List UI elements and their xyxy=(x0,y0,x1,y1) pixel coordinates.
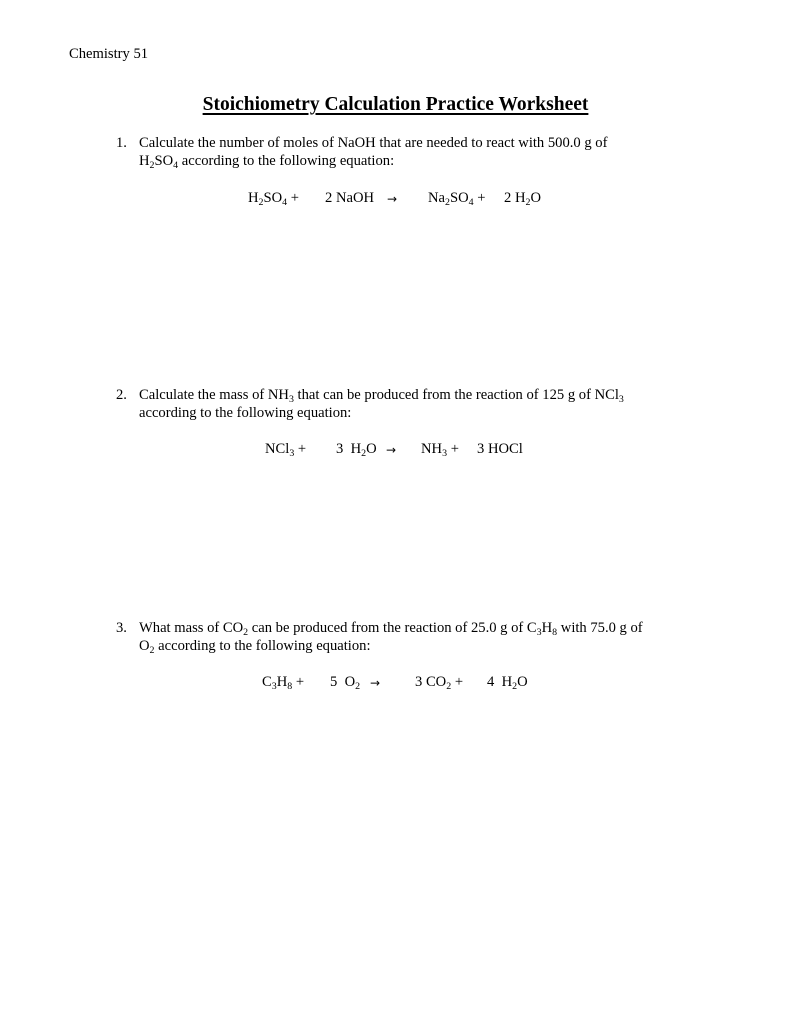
question-text-line-2 xyxy=(139,153,394,170)
text-segment: What mass of CO xyxy=(139,620,244,636)
text-segment: that can be produced from the reaction of 125 g of NCl xyxy=(293,387,619,403)
subscript: 3 xyxy=(618,393,624,405)
text-segment: can be produced from the reaction of 25.0 g of C xyxy=(248,620,537,636)
question-number: 1. xyxy=(116,135,127,151)
equation-reactant-2: 5 $O_2$ xyxy=(330,674,361,692)
text-segment: H xyxy=(139,153,150,169)
equation-product-1: 3 $CO_2$ + xyxy=(415,674,464,692)
reaction-arrow-icon: → xyxy=(386,443,397,457)
text-segment: SO xyxy=(154,153,174,169)
question-text-line-1 xyxy=(139,620,643,637)
text-segment: according to the following equation: xyxy=(178,153,395,169)
text-segment: O xyxy=(139,638,150,654)
subscript: 2 xyxy=(149,159,155,171)
text-segment: according to the following equation: xyxy=(139,405,352,421)
equation-reactant-1: $C_3H_8$ + xyxy=(262,674,305,692)
equation-product-1: $Na_2SO_4$ + xyxy=(428,190,486,208)
equation-reactant-2: 2 NaOH xyxy=(325,190,375,206)
subscript: 2 xyxy=(149,644,155,656)
question-text-line-2 xyxy=(139,638,371,655)
text-segment: according to the following equation: xyxy=(154,638,371,654)
text-segment: with 75.0 g of xyxy=(557,620,643,636)
text-segment: Calculate the number of moles of NaOH that are needed to react with 500.0 g of xyxy=(139,135,608,151)
subscript: 4 xyxy=(173,159,179,171)
subscript: 3 xyxy=(536,626,542,638)
worksheet-title: Stoichiometry Calculation Practice Worksheet xyxy=(202,94,589,115)
equation-reactant-1: NCl$_3$ + xyxy=(265,441,307,459)
text-segment: H xyxy=(541,620,553,636)
equation-product-2: 4 $H_2O$ xyxy=(487,674,528,692)
text-segment: Calculate the mass of NH xyxy=(139,387,289,403)
question-text-line-1 xyxy=(139,387,624,404)
question-number: 2. xyxy=(116,387,127,403)
question-text-line-1 xyxy=(139,135,607,152)
question-text-line-2 xyxy=(139,405,351,422)
reaction-arrow-icon: → xyxy=(387,192,398,206)
equation-reactant-2: 3 $H_2O$ xyxy=(336,441,377,459)
subscript: 2 xyxy=(243,626,249,638)
equation-product-2: 2 $H_2O$ xyxy=(504,190,541,208)
subscript: 3 xyxy=(288,393,294,405)
equation-product-2: 3 HOCl xyxy=(477,441,523,457)
course-name: Chemistry 51 xyxy=(69,46,149,62)
equation-product-1: $NH_3$ + xyxy=(421,441,459,459)
question-number: 3. xyxy=(116,620,127,636)
equation-reactant-1: $H_2SO_4$ + xyxy=(248,190,299,208)
reaction-arrow-icon: → xyxy=(370,676,381,690)
subscript: 8 xyxy=(552,626,558,638)
